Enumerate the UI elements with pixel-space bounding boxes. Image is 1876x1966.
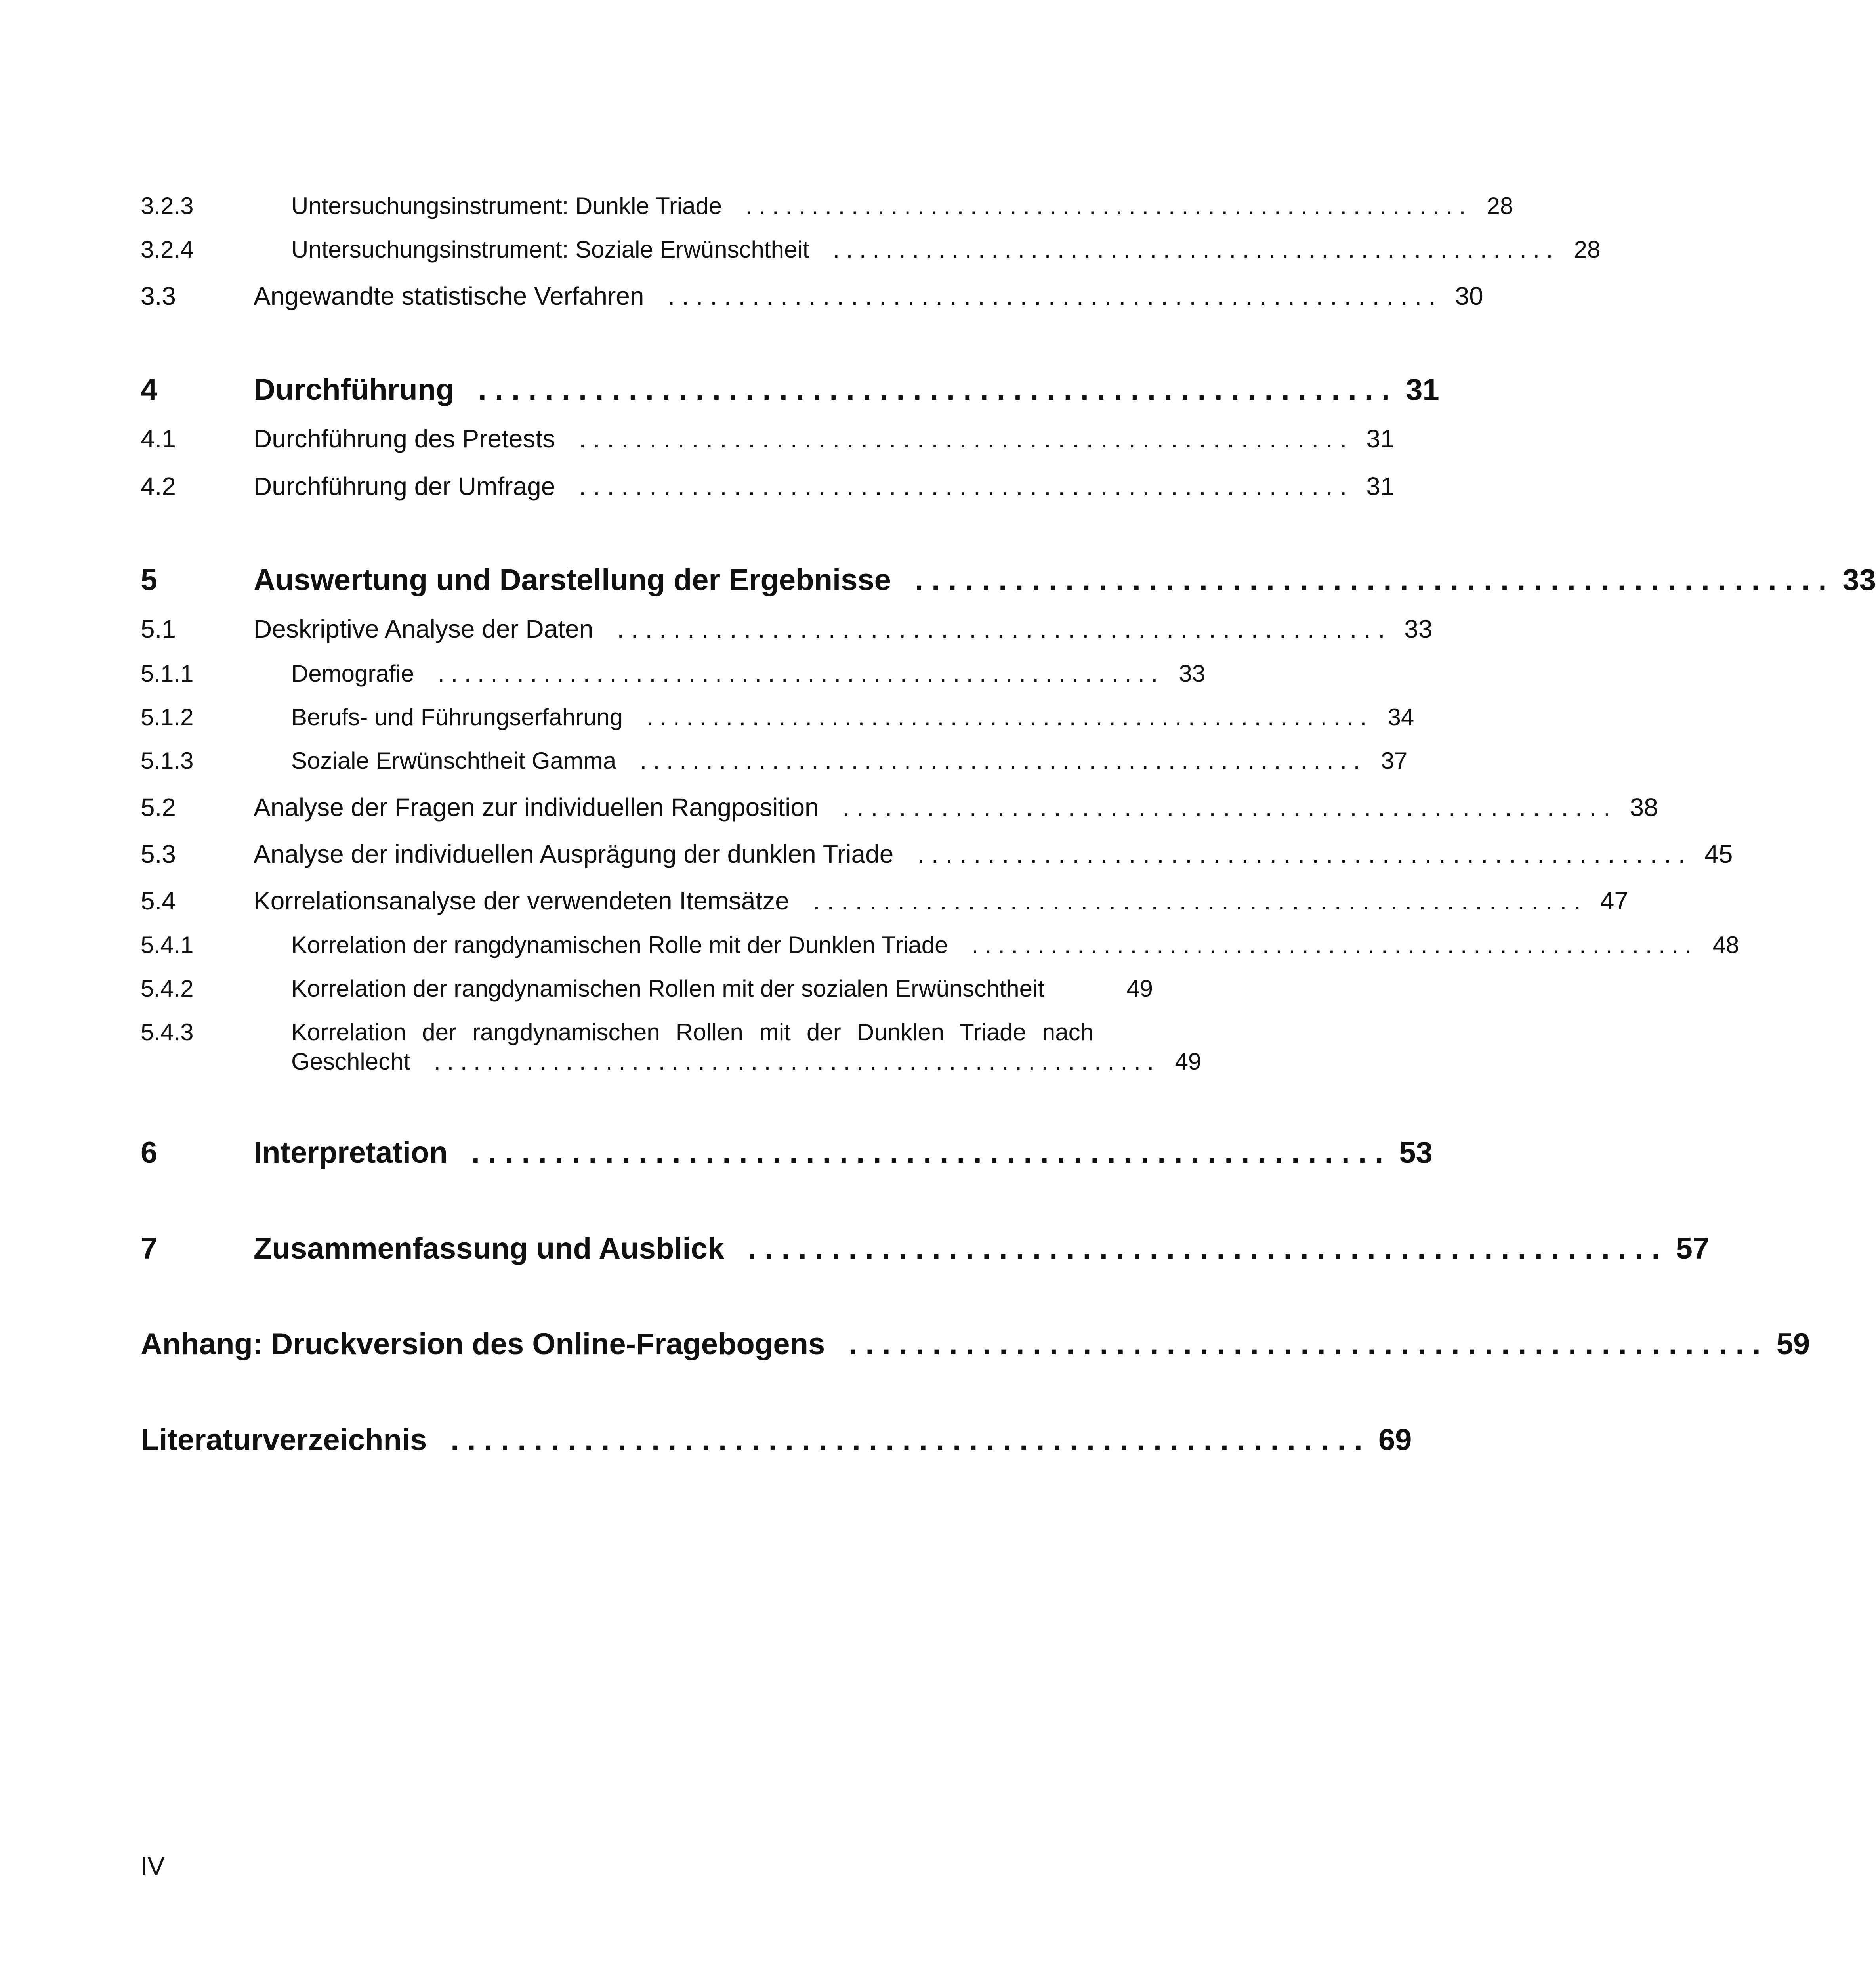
toc-entry-number: 5.2 xyxy=(141,793,176,822)
toc-entry-title: Analyse der individuellen Ausprägung der dunklen Triade xyxy=(254,840,894,868)
toc-entry-page: 34 xyxy=(1387,704,1414,730)
toc-entry-title: Durchführung xyxy=(254,373,454,407)
toc-entry-page: 31 xyxy=(1366,424,1395,453)
toc-entry-title: Durchführung des Pretests xyxy=(254,424,555,453)
dot-leader: . . . . . . . . . . . . . . . . . . . . . . . . . . . . . . . . . . . . . . . . . . . . . . . . . . . . . . . xyxy=(434,1048,1154,1075)
toc-entry[interactable] xyxy=(141,931,1739,959)
dot-leader: . . . . . . . . . . . . . . . . . . . . . . . . . . . . . . . . . . . . . . . . . . . . . . . . . . . . . . . xyxy=(746,193,1466,219)
toc-entry-title-line2: Geschlecht xyxy=(291,1048,410,1075)
dot-leader: . . . . . . . . . . . . . . . . . . . . . . . . . . . . . . . . . . . . . . . . . . . . . . . . . . . . . . . xyxy=(813,887,1581,915)
toc-chapter[interactable] xyxy=(141,1135,1433,1170)
toc-entry-title: Deskriptive Analyse der Daten xyxy=(254,615,594,643)
toc-entry-title-line2-row xyxy=(291,1048,1202,1075)
toc-entry-number: 4 xyxy=(141,373,158,407)
toc-entry-title: Korrelation der rangdynamischen Rollen mit der sozialen Erwünschtheit xyxy=(291,975,1044,1002)
toc-entry-title: Berufs- und Führungserfahrung xyxy=(291,704,623,730)
dot-leader: . . . . . . . . . . . . . . . . . . . . . . . . . . . . . . . . . . . . . . . . . . . . . . . . . . . . . . . xyxy=(647,704,1367,730)
toc-entry-number: 5.1.2 xyxy=(141,704,194,730)
toc-entry[interactable] xyxy=(141,975,1153,1002)
toc-entry-title: Zusammenfassung und Ausblick xyxy=(254,1232,725,1265)
toc-entry-page: 69 xyxy=(1378,1423,1412,1457)
toc-entry[interactable] xyxy=(141,660,1206,687)
dot-leader: . . . . . . . . . . . . . . . . . . . . . . . . . . . . . . . . . . . . . . . . . . . . . . . . . . . . . . . xyxy=(849,1327,1761,1361)
toc-entry-page: 45 xyxy=(1704,840,1733,868)
toc-bibliography[interactable] xyxy=(141,1423,1412,1457)
toc-entry-page: 31 xyxy=(1406,373,1439,407)
toc-chapter[interactable] xyxy=(141,373,1439,407)
dot-leader: . . . . . . . . . . . . . . . . . . . . . . . . . . . . . . . . . . . . . . . . . . . . . . . . . . . . . . . xyxy=(917,840,1685,868)
toc-entry-page: 28 xyxy=(1574,236,1601,263)
dot-leader: . . . . . . . . . . . . . . . . . . . . . . . . . . . . . . . . . . . . . . . . . . . . . . . . . . . . . . . xyxy=(617,615,1385,643)
toc-entry[interactable] xyxy=(141,614,1433,644)
toc-appendix[interactable] xyxy=(141,1327,1810,1361)
toc-entry-page: 28 xyxy=(1487,193,1513,219)
toc-entry-title: Soziale Erwünschtheit Gamma xyxy=(291,747,616,774)
toc-entry-title: Anhang: Druckversion des Online-Fragebogens xyxy=(141,1327,825,1361)
toc-entry-page: 37 xyxy=(1381,747,1408,774)
toc-entry-page: 33 xyxy=(1404,615,1433,643)
toc-entry[interactable] xyxy=(141,793,1658,822)
toc-chapter[interactable] xyxy=(141,563,1876,597)
toc-entry-number: 3.3 xyxy=(141,282,176,310)
toc-entry-title: Korrelation der rangdynamischen Rolle mit der Dunklen Triade xyxy=(291,932,948,958)
dot-leader: . . . . . . . . . . . . . . . . . . . . . . . . . . . . . . . . . . . . . . . . . . . . . . . . . . . . . . . xyxy=(450,1423,1363,1457)
toc-entry-number: 4.2 xyxy=(141,472,176,501)
toc-entry-page: 49 xyxy=(1175,1048,1202,1075)
toc-entry-number: 5 xyxy=(141,563,158,597)
toc-entry-page: 48 xyxy=(1712,932,1739,958)
toc-entry-title-line1: Korrelation der rangdynamischen Rollen mit der Dunklen Triade nach xyxy=(291,1019,1094,1045)
toc-entry-number: 5.1.1 xyxy=(141,660,194,687)
dot-leader: . . . . . . . . . . . . . . . . . . . . . . . . . . . . . . . . . . . . . . . . . . . . . . . . . . . . . . . xyxy=(640,747,1360,774)
dot-leader: . . . . . . . . . . . . . . . . . . . . . . . . . . . . . . . . . . . . . . . . . . . . . . . . . . . . . . . xyxy=(914,563,1827,597)
toc-entry[interactable] xyxy=(141,747,1408,774)
toc-entry-number: 5.4 xyxy=(141,887,176,915)
toc-entry[interactable] xyxy=(141,236,1601,263)
dot-leader: . . . . . . . . . . . . . . . . . . . . . . . . . . . . . . . . . . . . . . . . . . . . . . . . . . . . . . . xyxy=(833,236,1553,263)
toc-entry-page: 53 xyxy=(1399,1136,1433,1169)
toc-entry[interactable] xyxy=(141,424,1395,453)
toc-entry[interactable] xyxy=(141,192,1513,220)
toc-entry-number: 5.1.3 xyxy=(141,747,194,774)
toc-chapter[interactable] xyxy=(141,1231,1710,1266)
dot-leader: . . . . . . . . . . . . . . . . . . . . . . . . . . . . . . . . . . . . . . . . . . . . . . . . . . . . . . . xyxy=(579,472,1347,501)
toc-entry-page: 49 xyxy=(1126,975,1153,1002)
page-number: IV xyxy=(141,1852,165,1880)
toc-entry-number: 5.4.2 xyxy=(141,975,194,1002)
dot-leader: . . . . . . . . . . . . . . . . . . . . . . . . . . . . . . . . . . . . . . . . . . . . . . . . . . . . . . . xyxy=(842,793,1611,822)
dot-leader: . . . . . . . . . . . . . . . . . . . . . . . . . . . . . . . . . . . . . . . . . . . . . . . . . . . . . . . xyxy=(748,1232,1660,1265)
dot-leader: . . . . . . . . . . . . . . . . . . . . . . . . . . . . . . . . . . . . . . . . . . . . . . . . . . . . . . . xyxy=(668,282,1436,310)
toc-entry-page: 38 xyxy=(1630,793,1658,822)
toc-entry-page: 30 xyxy=(1455,282,1483,310)
dot-leader: . . . . . . . . . . . . . . . . . . . . . . . . . . . . . . . . . . . . . . . . . . . . . . . . . . . . . . . xyxy=(478,373,1390,407)
toc-entry-title: Korrelationsanalyse der verwendeten Itemsätze xyxy=(254,887,789,915)
toc-entry-page: 59 xyxy=(1776,1327,1810,1361)
toc-entry-page: 31 xyxy=(1366,472,1395,501)
toc-entry-title: Untersuchungsinstrument: Soziale Erwünschtheit xyxy=(291,236,809,263)
toc-entry-number: 3.2.4 xyxy=(141,236,194,263)
toc-entry[interactable] xyxy=(141,472,1395,501)
toc-entry-title: Angewandte statistische Verfahren xyxy=(254,282,644,310)
toc-entry-title: Untersuchungsinstrument: Dunkle Triade xyxy=(291,193,722,219)
dot-leader: . . . . . . . . . . . . . . . . . . . . . . . . . . . . . . . . . . . . . . . . . . . . . . . . . . . . . . . xyxy=(438,660,1158,687)
toc-entry-page: 57 xyxy=(1676,1232,1710,1265)
toc-entry-number: 4.1 xyxy=(141,424,176,453)
toc-entry-page: 33 xyxy=(1179,660,1206,687)
toc-entry[interactable] xyxy=(141,1018,1202,1078)
toc-entry[interactable] xyxy=(141,703,1414,731)
dot-leader: . . . . . . . . . . . . . . . . . . . . . . . . . . . . . . . . . . . . . . . . . . . . . . . . . . . . . . . xyxy=(471,1136,1384,1169)
toc-entry-number: 5.4.3 xyxy=(141,1019,194,1045)
toc-entry-number: 5.1 xyxy=(141,615,176,643)
toc-entry[interactable] xyxy=(141,281,1483,311)
toc-entry-title: Demografie xyxy=(291,660,414,687)
toc-entry-title: Literaturverzeichnis xyxy=(141,1423,427,1457)
toc-entry-number: 5.3 xyxy=(141,840,176,868)
toc-entry-number: 6 xyxy=(141,1136,158,1169)
toc-entry-title: Auswertung und Darstellung der Ergebnisse xyxy=(254,563,891,597)
toc-entry-title: Analyse der Fragen zur individuellen Rangposition xyxy=(254,793,819,822)
toc-entry-number: 7 xyxy=(141,1232,158,1265)
toc-entry-number: 3.2.3 xyxy=(141,193,194,219)
dot-leader: . . . . . . . . . . . . . . . . . . . . . . . . . . . . . . . . . . . . . . . . . . . . . . . . . . . . . . . xyxy=(971,932,1692,958)
toc-entry-page: 33 xyxy=(1842,563,1876,597)
toc-entry[interactable] xyxy=(141,839,1733,869)
dot-leader: . . . . . . . . . . . . . . . . . . . . . . . . . . . . . . . . . . . . . . . . . . . . . . . . . . . . . . . xyxy=(579,424,1347,453)
toc-entry-title: Interpretation xyxy=(254,1136,448,1169)
toc-entry[interactable] xyxy=(141,886,1628,915)
toc-entry-title: Durchführung der Umfrage xyxy=(254,472,555,501)
toc-entry-page: 47 xyxy=(1600,887,1628,915)
toc-entry-number: 5.4.1 xyxy=(141,932,194,958)
